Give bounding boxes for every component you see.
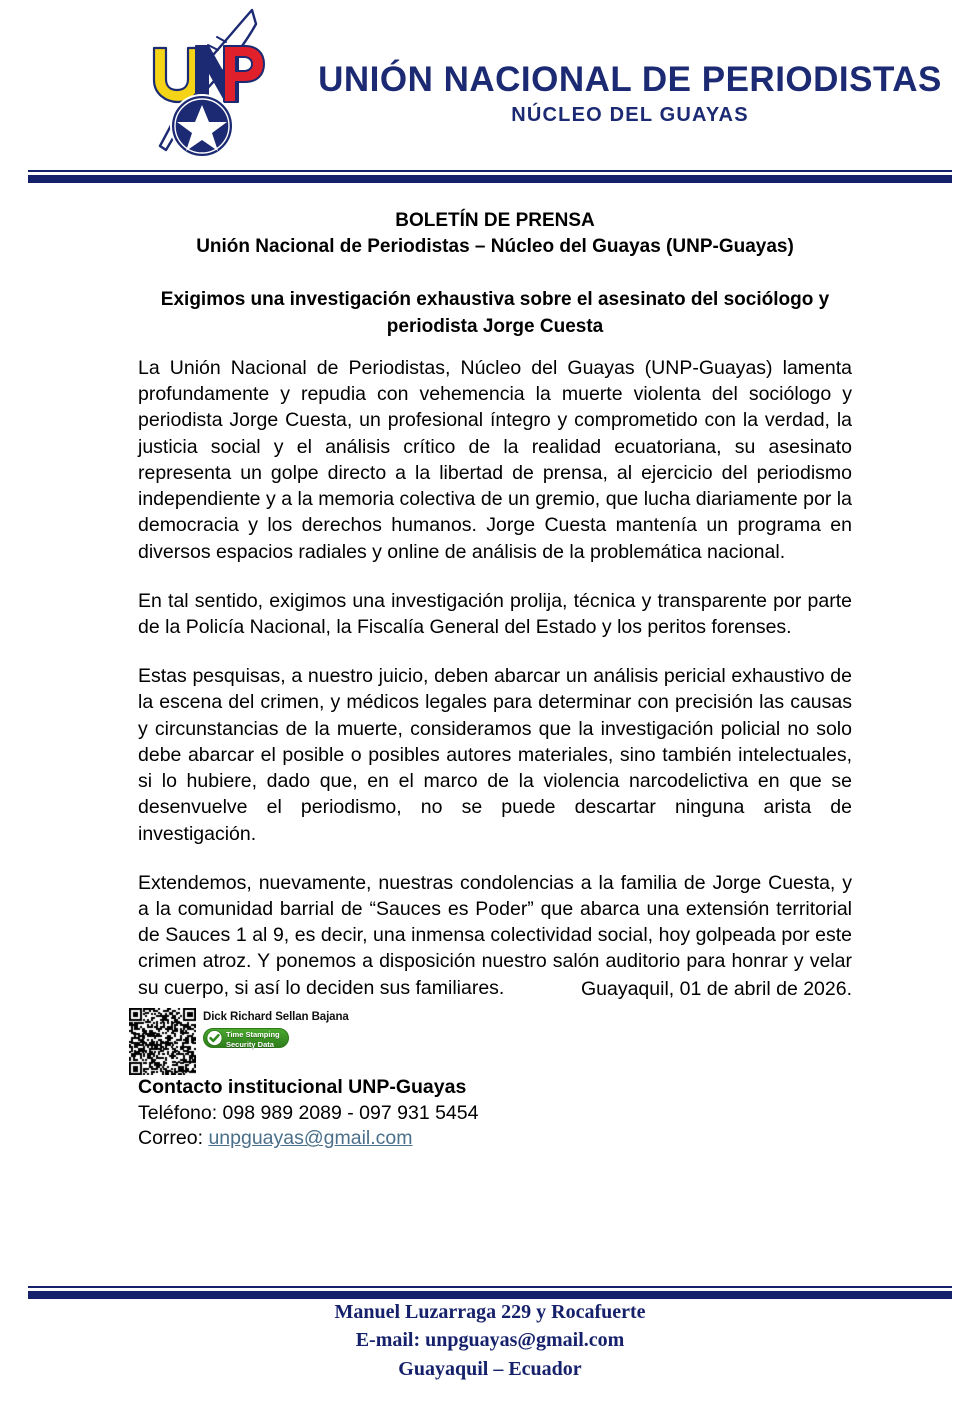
body-paragraph: La Unión Nacional de Periodistas, Núcleo del Guayas (UNP-Guayas) lamenta profundamente y repudia con vehemencia la muerte violenta del sociólogo y periodista Jorge Cuesta, un profesional íntegro y comprometido con la verdad, la justicia social y el análisis crítico de la realidad ecuatoriana, su asesinato representa un golpe directo a la libertad de prensa, al ejercicio del periodismo independiente y a la memoria colectiva de un gremio, que lucha diariamente por la democracia y los derechos humanos. Jorge Cuesta mantenía un programa en diversos espacios radiales y online de análisis de la problemática nacional.	[138, 357, 852, 563]
body-paragraph: Extendemos, nuevamente, nuestras condolencias a la familia de Jorge Cuesta, y a la comunidad barrial de “Sauces es Poder” que abarca una extensión territorial de Sauces 1 al 9, es decir, una inmensa colectividad social, hoy golpeada por este crimen atroz. Y ponemos a disposición nuestro salón auditorio para honrar y velar su cuerpo, si así lo deciden sus familiares.	[138, 871, 852, 999]
contact-email-label: Correo:	[138, 1127, 204, 1150]
footer-address: Manuel Luzarraga 229 y Rocafuerte	[334, 1301, 646, 1323]
divider-thick-line	[28, 175, 952, 183]
contact-block	[138, 1075, 638, 1152]
header-divider	[28, 170, 952, 183]
footer-city-country: Guayaquil – Ecuador	[398, 1357, 582, 1380]
page-headline: Exigimos una investigación exhaustiva sobre el asesinato del sociólogo y periodista Jorge Cuesta	[160, 289, 830, 338]
body-paragraph: En tal sentido, exigimos una investigación prolija, técnica y transparente por parte de la Policía Nacional, la Fiscalía General del Estado y los peritos forenses.	[138, 589, 852, 638]
qr-code-canvas	[129, 1008, 196, 1075]
page-title: BOLETÍN DE PRENSA	[395, 210, 595, 231]
body-paragraph: Estas pesquisas, a nuestro juicio, deben abarcar un análisis pericial exhaustivo de la escena del crimen, y médicos legales para determinar con precisión las causas y circunstancias de la muerte, consideramos que la investigación policial no solo debe abarcar el posible o posibles autores materiales, sino también intelectuales, si lo hubiere, dado que, en el marco de la violencia narcodelictiva en que se desenvuelve el periodismo, no se puede descartar ninguna arista de investigación.	[138, 665, 852, 845]
page-subtitle: Unión Nacional de Periodistas – Núcleo del Guayas (UNP-Guayas)	[196, 236, 794, 258]
signature-meta	[203, 1010, 388, 1052]
footer	[28, 1298, 952, 1383]
organization-subtitle: NÚCLEO DEL GUAYAS	[511, 103, 749, 126]
badge-line-1: Time Stamping	[226, 1030, 280, 1040]
letterhead	[0, 0, 980, 168]
title-block	[138, 208, 852, 341]
digital-signature-stamp	[129, 1008, 389, 1078]
body-copy	[138, 355, 852, 1001]
contact-phone: Teléfono: 098 989 2089 - 097 931 5454	[138, 1101, 479, 1124]
organization-titles	[300, 62, 960, 127]
footer-email: E-mail: unpguayas@gmail.com	[355, 1329, 625, 1352]
status-badge	[203, 1028, 289, 1048]
contact-email-row	[138, 1126, 638, 1152]
badge-line-2: Security Data	[226, 1040, 274, 1050]
organization-name: UNIÓN NACIONAL DE PERIODISTAS	[318, 60, 942, 99]
unp-logo-icon	[140, 6, 270, 164]
dateline: Guayaquil, 01 de abril de 2026.	[580, 978, 852, 1000]
check-circle-icon	[205, 1029, 224, 1047]
signer-name: Dick Richard Sellan Bajana	[203, 1011, 349, 1023]
contact-heading: Contacto institucional UNP-Guayas	[138, 1076, 467, 1098]
qr-code[interactable]	[129, 1008, 196, 1075]
contact-email-link[interactable]: unpguayas@gmail.com	[208, 1127, 413, 1150]
unp-logo	[140, 6, 270, 164]
